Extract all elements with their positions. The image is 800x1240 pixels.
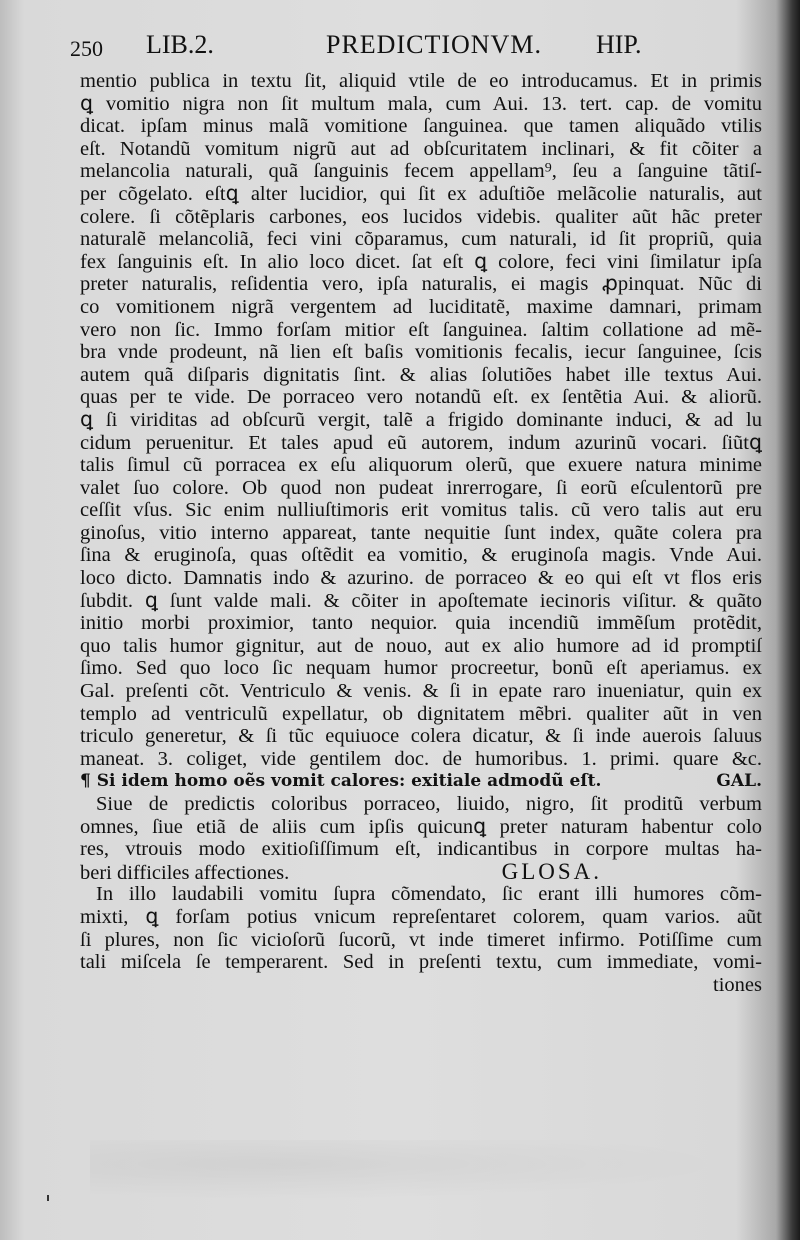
text-line: loco dicto. Damnatis indo & azurino. de porraceo & eo qui eſt vt flos eris: [80, 567, 762, 590]
ink-show-through: [90, 1140, 730, 1200]
text-line: talis ſimul cũ porracea ex eſu aliquorum olerũ, que exuere natura minime: [80, 454, 762, 477]
text-line: colere. ſi cõtẽplaris carbones, eos lucidos videbis. qualiter aũt hãc preter: [80, 205, 762, 228]
running-header: [70, 24, 760, 64]
text-line: mentio publica in textu ſit, aliquid vtile de eo introducamus. Et in primis: [80, 70, 762, 92]
text-line: Gal. preſenti cõt. Ventriculo & venis. & ſi in epate raro inueniatur, quin ex: [80, 680, 762, 703]
text-line: fex ſanguinis eſt. In alio loco dicet. ſat eſt ꝗ colore, feci vini ſimilatur ipſa: [80, 250, 762, 273]
text-line: initio morbi proximior, tanto nequior. quia incendiũ immẽſum protẽdit,: [80, 612, 762, 635]
text-line: ꝗ vomitio nigra non ſit multum mala, cum Aui. 13. tert. cap. de vomitu: [80, 92, 762, 115]
text-line: templo ad ventriculũ expellatur, ob dignitatem mẽbri. qualiter aũt in ven: [80, 702, 762, 725]
text-line: ꝗ ſi viriditas ad obſcurũ vergit, talẽ a frigido dominante induci, & ad lu: [80, 408, 762, 431]
gloss-line: mixti, ꝗ forſam potius vnicum repreſentaret colorem, quam varios. aũt: [80, 905, 762, 928]
text-line: Siue de predictis coloribus porraceo, liuido, nigro, ſit proditũ verbum: [96, 793, 762, 815]
text-line: ſubdit. ꝗ ſunt valde mali. & cõiter in apoſtemate iecinoris viſitur. & quãto: [80, 589, 762, 612]
glosa-heading: GLOSA.: [501, 858, 602, 884]
text-line: melancolia naturali, quã ſanguinis fecem appellam⁹, ſeu a ſanguine tãtiſ-: [80, 160, 762, 183]
text-line: valet ſuo colore. Ob quod non pudeat inrerrogare, ſi eorũ eſculentorũ pre: [80, 476, 762, 499]
text-line: quas per te vide. De porraceo vero notandũ eſt. ex ſentẽtia Aui. & aliorũ.: [80, 386, 762, 409]
gutter-mark: [47, 1195, 49, 1201]
text-line: ſina & eruginoſa, quas oſtẽdit ea vomitio, & eruginoſa magis. Vnde Aui.: [80, 544, 762, 567]
text-line: per cõgelato. eſtꝗ alter lucidior, qui ſit ex aduſtiõe melãcolie naturalis, aut: [80, 182, 762, 205]
text-line: naturalẽ melancoliã, feci vini cõparamus, cum naturali, id ſit propriũ, quia: [80, 228, 762, 251]
rubric-marker: GAL.: [716, 771, 762, 792]
text-line: bra vnde prodeunt, nã lien eſt baſis vomitionis fecalis, iecur ſanguinee, ſcis: [80, 341, 762, 364]
rubric-line: [80, 770, 762, 793]
text-line: res, vtrouis modo exitioſiſſimum eſt, indicantibus in corpore multas ha-: [80, 838, 762, 861]
catchword: tiones: [713, 973, 762, 996]
text-line: eſt. Notandũ vomitum nigrũ aut ad obſcuritatem inclinari, & fit cõiter a: [80, 137, 762, 160]
text-line: quo talis humor gignitur, aut de nouo, aut ex alio humore ad id promptiſ: [80, 634, 762, 657]
text-line: vero non ſic. Immo forſam mitior eſt ſanguinea. ſaltim collatione ad mẽ-: [80, 318, 762, 341]
author-label: HIP.: [596, 30, 642, 59]
text-line: beri difficiles affectiones.: [80, 861, 290, 884]
text-line: maneat. 3. coliget, vide gentilem doc. de humoribus. 1. primi. quare &c.: [80, 747, 762, 770]
main-text-block: [80, 70, 762, 996]
text-line: autem quã diſparis dignitatis ſint. & alias ſolutiões habet ille textus Aui.: [80, 363, 762, 386]
text-line: triculo generetur, & ſi tũc equiuoce colera dicatur, & ſi inde auerois ſaluus: [80, 725, 762, 748]
text-line: omnes, ſiue etiã de aliis cum ipſis quicunꝗ preter naturam habentur colo: [80, 815, 762, 838]
running-title: PREDICTIONVM.: [326, 30, 542, 59]
text-line: ceſſit vſus. Sic enim nulliuſtimoris erit vomitus talis. cũ vero talis aut eru: [80, 499, 762, 522]
text-line: preter naturalis, reſidentia vero, ipſa naturalis, ei magis ꝓpinquat. Nũc di: [80, 273, 762, 296]
text-line: co vomitionem nigrã vergentem ad luciditatẽ, maxime damnari, primam: [80, 295, 762, 318]
gloss-line: ſi plures, non ſic vicioſorũ ſucorũ, vt inde timeret infirmo. Potiſſime cum: [80, 928, 762, 951]
text-line: dicat. ipſam minus malã vomitione ſanguinea. que tamen aliquãdo vtilis: [80, 115, 762, 138]
text-line: cidum peruenitur. Et tales apud eũ autorem, indum azurinũ vocari. ſiũtꝗ: [80, 431, 762, 454]
text-line: ginoſus, vitio interno appareat, tante nequitie ſunt index, quãte colera pra: [80, 521, 762, 544]
glosa-heading-row: [80, 858, 762, 884]
rubric-text: ¶ Si idem homo oẽs vomit calores: exitiale admodũ eſt.: [80, 771, 602, 792]
text-line: ſimo. Sed quo loco ſic nequam humor procreetur, bonũ eſt aperiamus. ex: [80, 657, 762, 680]
book-label: LIB.2.: [146, 30, 214, 59]
gloss-line: tali miſcela ſe temperarent. Sed in preſenti textu, cum immediate, vomi-: [80, 951, 762, 974]
page-number: 250: [70, 36, 103, 61]
gloss-line: In illo laudabili vomitu ſupra cõmendato, ſic erant illi humores cõm-: [96, 883, 762, 906]
